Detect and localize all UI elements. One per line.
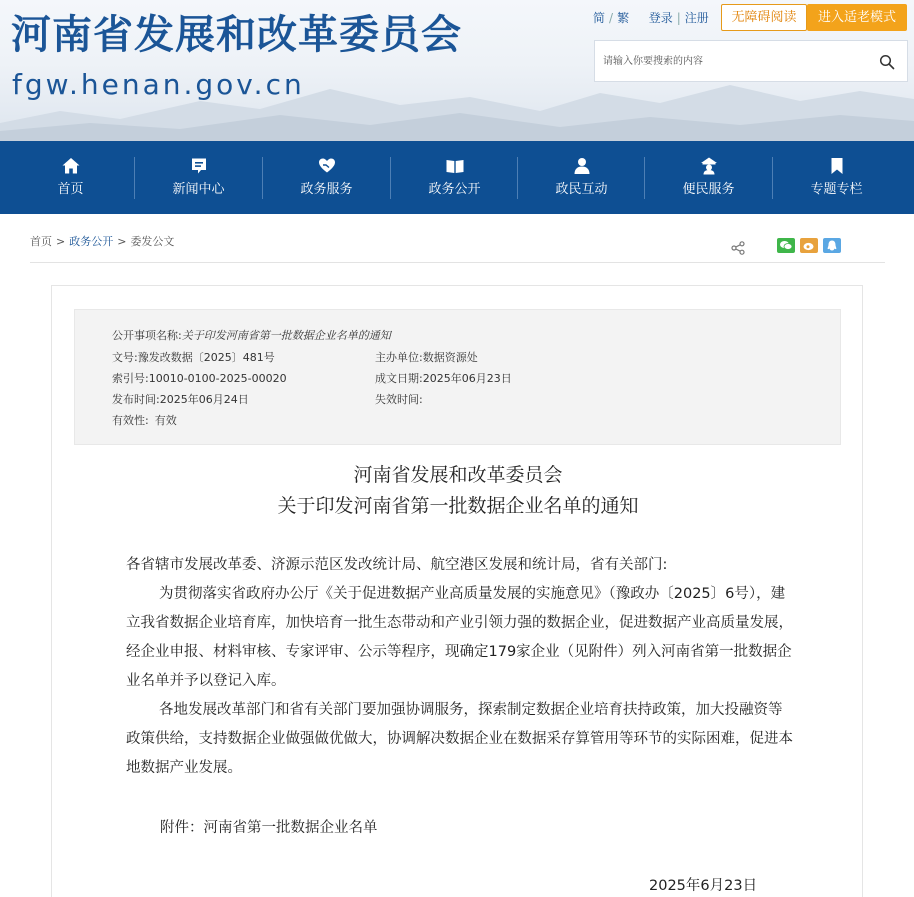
breadcrumb-section[interactable]: 政务公开 bbox=[69, 235, 114, 248]
nav-item-interaction[interactable] bbox=[518, 141, 645, 214]
nav-item-label: 首页 bbox=[57, 182, 84, 197]
nav-item-label: 政务公开 bbox=[428, 182, 481, 197]
nav-item-label: 政务服务 bbox=[300, 182, 353, 197]
main-nav bbox=[0, 141, 914, 214]
article-container bbox=[51, 285, 863, 897]
wechat-share-icon[interactable] bbox=[777, 238, 795, 253]
document-date: 2025年6月23日 bbox=[649, 878, 758, 894]
login-link[interactable]: 登录 bbox=[648, 11, 673, 25]
search-box bbox=[594, 40, 908, 82]
meta-label: 公开事项名称: bbox=[112, 329, 182, 342]
meta-created bbox=[375, 372, 512, 386]
meta-doc-no bbox=[112, 351, 275, 365]
qq-share-icon[interactable] bbox=[823, 238, 841, 253]
nav-item-label: 便民服务 bbox=[682, 182, 735, 197]
divider: | bbox=[676, 11, 681, 25]
site-domain: fgw.henan.gov.cn bbox=[12, 68, 305, 101]
people-icon bbox=[699, 156, 719, 176]
site-title[interactable]: 河南省发展和改革委员会 bbox=[11, 12, 462, 58]
elder-mode-button[interactable]: 进入适老模式 bbox=[807, 4, 907, 31]
register-link[interactable]: 注册 bbox=[684, 11, 709, 25]
document-paragraph-1: 为贯彻落实省政府办公厅《关于促进数据产业高质量发展的实施意见》（豫政办〔2025〕6号），建立我省数据企业培育库，加快培育一批生态带动和产业引领力强的数据企业，促进数据产业高质量发展，经企业申报、材料审核、专家评审、公示等程序，现确定179家企业（见附件）列入河南省第一批数据企业名单并予以登记入库。 bbox=[126, 586, 793, 689]
meta-label: 发布时间: bbox=[112, 393, 160, 406]
nav-item-topics[interactable] bbox=[773, 141, 900, 214]
breadcrumb-home[interactable]: 首页 bbox=[30, 235, 52, 248]
meta-validity bbox=[112, 414, 177, 428]
meta-expire bbox=[375, 393, 423, 407]
news-icon bbox=[189, 156, 209, 176]
qq-glyph-icon bbox=[823, 238, 841, 253]
meta-label: 索引号: bbox=[112, 372, 149, 385]
wechat-glyph-icon bbox=[777, 238, 795, 253]
meta-label: 成文日期: bbox=[375, 372, 423, 385]
meta-label: 主办单位: bbox=[375, 351, 423, 364]
meta-item-name bbox=[112, 329, 391, 343]
document-attachment[interactable]: 附件：河南省第一批数据企业名单 bbox=[160, 820, 378, 836]
accessible-reading-button[interactable]: 无障碍阅读 bbox=[721, 4, 807, 31]
home-icon bbox=[61, 156, 81, 176]
document-title-issuer: 河南省发展和改革委员会 bbox=[353, 464, 563, 486]
meta-value: 10010-0100-2025-00020 bbox=[148, 372, 287, 385]
lang-simplified-link[interactable]: 简 bbox=[593, 11, 606, 25]
meta-index bbox=[112, 372, 287, 386]
bookmark-icon bbox=[827, 156, 847, 176]
breadcrumb-arrow: > bbox=[117, 235, 127, 248]
meta-label: 有效性: bbox=[112, 414, 149, 427]
meta-value: 2025年06月24日 bbox=[159, 393, 249, 406]
lang-traditional-link[interactable]: 繁 bbox=[617, 11, 630, 25]
search-input[interactable] bbox=[595, 41, 865, 81]
meta-value: 2025年06月23日 bbox=[422, 372, 512, 385]
breadcrumb-arrow: > bbox=[56, 235, 66, 248]
nav-item-convenience[interactable] bbox=[645, 141, 772, 214]
heart-hand-icon bbox=[317, 156, 337, 176]
user-icon bbox=[572, 156, 592, 176]
meta-label: 文号: bbox=[112, 351, 138, 364]
weibo-share-icon[interactable] bbox=[800, 238, 818, 253]
weibo-glyph-icon bbox=[800, 238, 818, 253]
breadcrumb-divider bbox=[30, 262, 885, 263]
nav-item-home[interactable] bbox=[7, 141, 134, 214]
nav-item-label: 新闻中心 bbox=[172, 182, 225, 197]
meta-value: 关于印发河南省第一批数据企业名单的通知 bbox=[181, 329, 391, 342]
divider: / bbox=[609, 11, 614, 25]
meta-value: 豫发改数据〔2025〕481号 bbox=[137, 351, 275, 364]
meta-value: 有效 bbox=[154, 414, 177, 427]
book-icon bbox=[445, 156, 465, 176]
meta-published bbox=[112, 393, 249, 407]
meta-dept bbox=[375, 351, 478, 365]
meta-value: 数据资源处 bbox=[422, 351, 478, 364]
meta-label: 失效时间: bbox=[375, 393, 423, 406]
document-title: 关于印发河南省第一批数据企业名单的通知 bbox=[277, 495, 639, 517]
breadcrumb bbox=[30, 235, 174, 249]
document-addressee: 各省辖市发展改革委、济源示范区发改统计局、航空港区发展和统计局，省有关部门: bbox=[126, 557, 668, 573]
breadcrumb-current: 委发公文 bbox=[130, 235, 175, 248]
search-icon[interactable] bbox=[879, 54, 895, 70]
share-icon[interactable] bbox=[731, 241, 745, 255]
document-meta-box bbox=[74, 309, 841, 445]
nav-item-gov-open[interactable] bbox=[391, 141, 518, 214]
nav-item-news[interactable] bbox=[135, 141, 262, 214]
nav-item-label: 专题专栏 bbox=[810, 182, 863, 197]
site-header bbox=[0, 0, 914, 141]
nav-item-gov-service[interactable] bbox=[263, 141, 390, 214]
nav-item-label: 政民互动 bbox=[555, 182, 608, 197]
top-links bbox=[593, 10, 709, 26]
document-paragraph-2: 各地发展改革部门和省有关部门要加强协调服务，探索制定数据企业培育扶持政策，加大投融资等政策供给，支持数据企业做强做优做大，协调解决数据企业在数据采存算管用等环节的实际困难，促进本地数据产业发展。 bbox=[126, 702, 793, 776]
